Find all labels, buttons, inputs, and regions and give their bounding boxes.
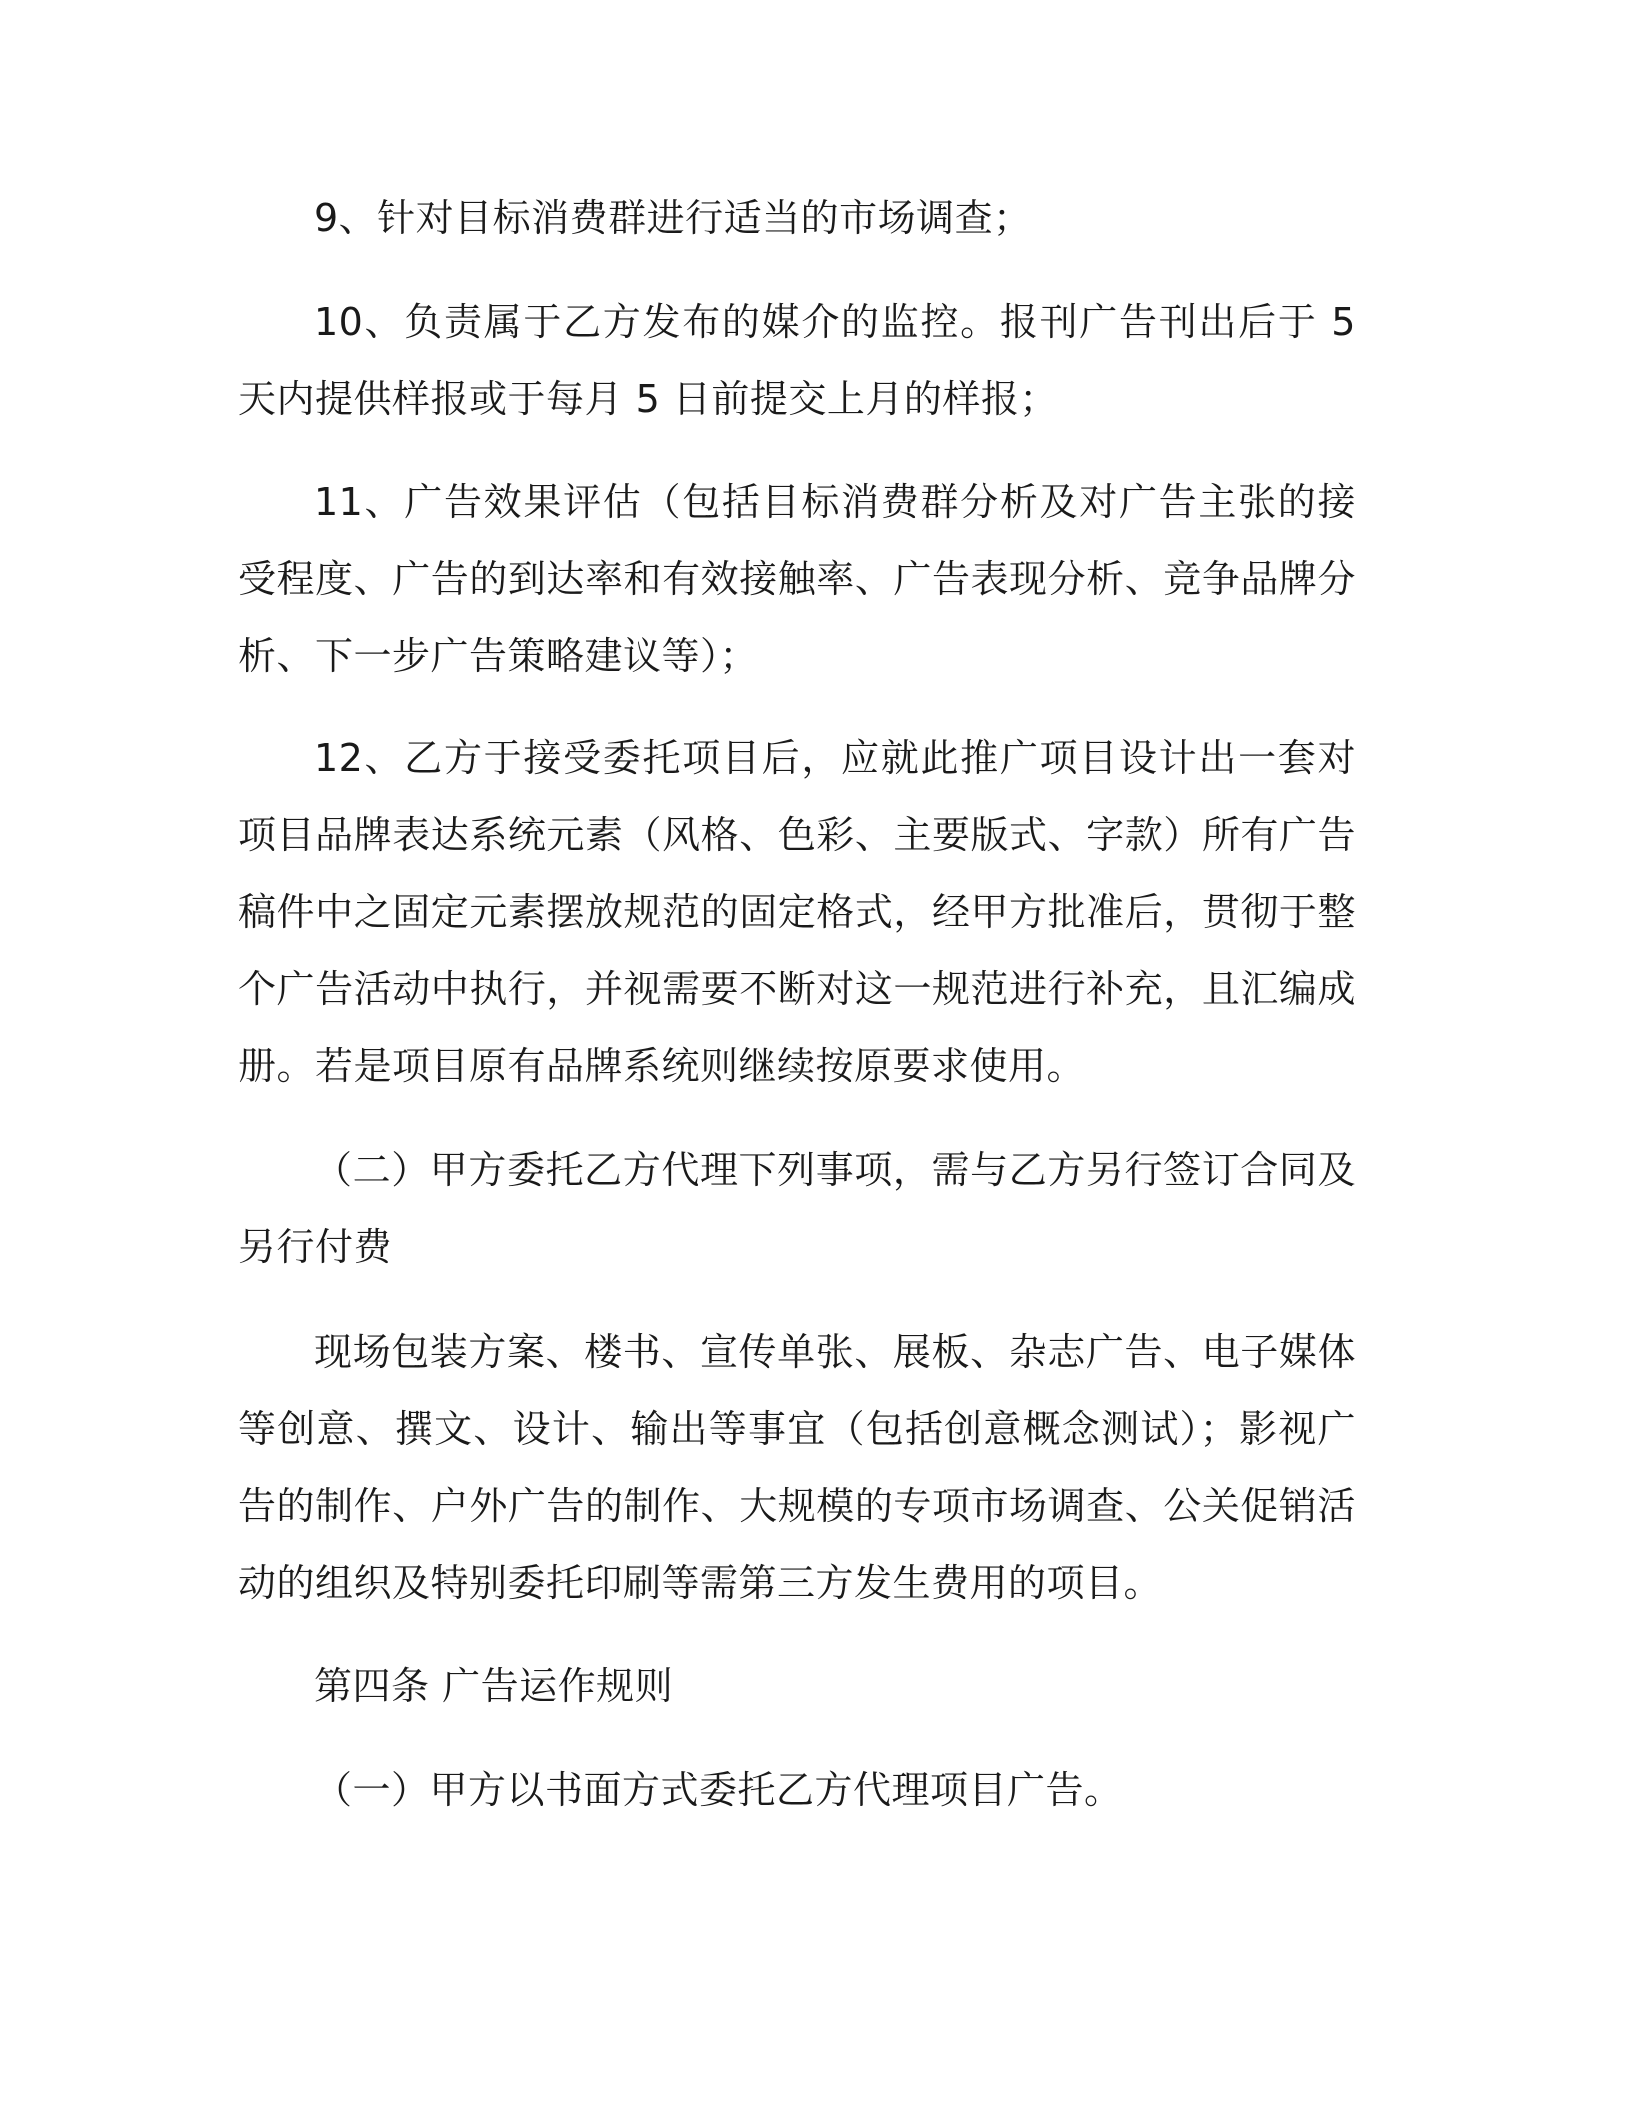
paragraph-item-9: 9、针对目标消费群进行适当的市场调查； <box>314 196 1032 240</box>
paragraph-item-12: 12、乙方于接受委托项目后，应就此推广项目设计出一套对项目品牌表达系统元素（风格、色彩、主要版式、字款）所有广告稿件中之固定元素摆放规范的固定格式，经甲方批准后，贯彻于整个广告活动中执行，并视需要不断对这一规范进行补充，且汇编成册。若是项目原有品牌系统则继续按原要求使用。 <box>238 736 1356 1088</box>
paragraph-section-one: （一）甲方以书面方式委托乙方代理项目广告。 <box>314 1768 1123 1812</box>
article-four-heading: 第四条 广告运作规则 <box>314 1664 674 1708</box>
paragraph-section-two: （二）甲方委托乙方代理下列事项，需与乙方另行签订合同及另行付费 <box>238 1148 1356 1269</box>
paragraph-section-two-body: 现场包装方案、楼书、宣传单张、展板、杂志广告、电子媒体等创意、撰文、设计、输出等事宜（包括创意概念测试）；影视广告的制作、户外广告的制作、大规模的专项市场调查、公关促销活动的组织及特别委托印刷等需第三方发生费用的项目。 <box>238 1330 1356 1605</box>
paragraph-item-10: 10、负责属于乙方发布的媒介的监控。报刊广告刊出后于 5 天内提供样报或于每月 5 日前提交上月的样报； <box>238 300 1356 421</box>
paragraph-item-11: 11、广告效果评估（包括目标消费群分析及对广告主张的接受程度、广告的到达率和有效接触率、广告表现分析、竞争品牌分析、下一步广告策略建议等）； <box>238 480 1356 678</box>
